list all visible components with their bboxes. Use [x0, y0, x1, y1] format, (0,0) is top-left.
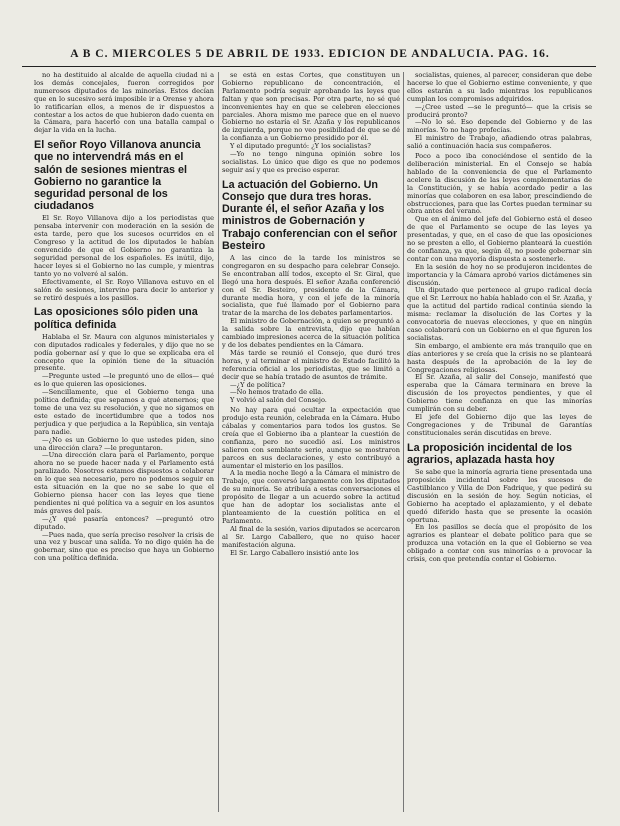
paragraph: Y el diputado preguntó: ¿Y los socialistas? [230, 142, 371, 151]
paragraph: El Sr. Royo Villanova dijo a los periodistas que pensaba intervenir con moderación en la sesión de esta tarde, pero que los sucesos ocurridos en el Congreso y la actitud de los diputados le habían convencido de que el Gobierno no garantiza la seguridad personal de los españoles. Es inútil, dijo, hacer leyes si el Gobierno no las cumple, y mientras tanto yo no volveré al salón. [34, 214, 214, 278]
page-header: A B C. MIERCOLES 5 DE ABRIL DE 1933. EDICION DE ANDALUCIA. PAG. 16. [70, 48, 550, 60]
paragraph: —Sencillamente, que el Gobierno tenga una política definida; que sepamos a qué atenernos; que tome de una vez su resolución, y que no sigamos en este estado de incertidumbre que a todos nos perjudica y que perjudica a la República, sin ventaja para nadie. [34, 388, 214, 436]
headline: Las oposiciones sólo piden una política definida [34, 306, 198, 331]
paragraph: El Sr. Largo Caballero insistió ante los [230, 548, 359, 557]
paragraph: —No hemos tratado de ella. [230, 388, 324, 397]
paragraph: A las cinco de la tarde los ministros se congregaron en su despacho para celebrar Consejo. Se encontraban allí todos, excepto el Sr. Giral, que llegó una hora después. El señor Azaña conferenció con el Sr. Besteiro, presidente de la Cámara, durante media hora, y con el jefe de la minoría socialista, que fué llamado por el Gobierno para tratar de la marcha de los debates parlamentarios. [222, 254, 400, 318]
paragraph: Hablaba el Sr. Maura con algunos ministeriales y con diputados radicales y federales, y dijo que no se podía gobernar así y que lo que se explicaba era el concepto que la opinión tiene de la situación presente. [34, 332, 214, 373]
headline: La proposición incidental de los agrarios, aplazada hasta hoy [407, 441, 572, 466]
paragraph: —Una dirección clara para el Parlamento, porque ahora no se puede hacer nada y el Parlamento está paralizado. Nosotros estamos dispuestos a colaborar en lo que sea necesario, pero no podemos seguir en esta situación en la que no se sabe lo que el Gobierno piensa hacer con las leyes que tiene pendientes ni qué política va a seguir en los asuntos más graves del país. [34, 451, 214, 515]
paragraph: El ministro de Trabajo, añadiendo otras palabras, salió a continuación hacia sus compañeros. [407, 134, 592, 151]
column-2 [222, 72, 400, 812]
paragraph: Más tarde se reunió el Consejo, que duró tres horas, y al terminar el ministro de Estado facilitó la referencia oficial a los periodistas, que se limitó a decir que se había tratado de asuntos de trámite. [222, 348, 400, 381]
paragraph: Se sabe que la minoría agraria tiene presentada una proposición incidental sobre los sucesos de Castilblanco y Villa de Don Fadrique, y que pedirá su discusión en la sesión de hoy. Según noticias, el Gobierno ha aceptado el aplazamiento, y el debate quedó diferido hasta que se presente la ocasión oportuna. [407, 468, 592, 524]
paragraph: A la media noche llegó a la Cámara el ministro de Trabajo, que conversó largamente con los diputados de su minoría. Se atribuía a estas conversaciones el propósito de llegar a un acuerdo sobre la actitud que han de adoptar los socialistas ante el planteamiento de la cuestión política en el Parlamento. [222, 469, 400, 525]
paragraph: Poco a poco iba conociéndose el sentido de la deliberación ministerial. En el Consejo se había hablado de la conveniencia de que el Parlamento acelere la discusión de las leyes complementarias de la Constitución, y se había acordado pedir a las minorías que colaboren en esa labor, prescindiendo de obstrucciones, para que las Cortes puedan terminar su obra antes del verano. [407, 152, 592, 216]
paragraph: No hay para qué ocultar la expectación que produjo esta reunión, celebrada en la Cámara. Hubo cábalas y comentarios para todos los gustos. Se creía que el Gobierno iba a plantear la cuestión de confianza, pero no sucedió así. Los ministros salieron con semblante serio, aunque se mostraron parcos en sus declaraciones, y esto contribuyó a aumentar el misterio en los pasillos. [222, 406, 400, 470]
paragraph: El ministro de Gobernación, a quien se preguntó a la salida sobre la entrevista, dijo que habían cambiado impresiones acerca de la situación política y de los debates pendientes en la Cámara. [222, 317, 400, 349]
column-3 [407, 72, 592, 812]
header-rule [22, 66, 596, 67]
paragraph: Sin embargo, el ambiente era más tranquilo que en días anteriores y se creía que la crisis no se planteará hasta después de la aprobación de la ley de Congregaciones religiosas. [407, 341, 592, 374]
paragraph: Al final de la sesión, varios diputados se acercaron al Sr. Largo Caballero, que no quiso hacer manifestación alguna. [222, 524, 400, 549]
column-divider [403, 72, 404, 812]
paragraph: —¿Y de política? [230, 380, 286, 389]
paragraph: Y volvió al salón del Consejo. [230, 396, 327, 405]
paragraph: —Pregunte usted —le preguntó uno de ellos— qué es lo que quieren las oposiciones. [34, 372, 214, 389]
paragraph: se está en estas Cortes, que constituyen un Gobierno republicano de concentración, el Parlamento podría seguir aprobando las leyes que faltan y que son precisas. Por otra parte, no sé qué inconvenientes hay en que se celebren elecciones parciales. Ahora mismo me parece que en el nuevo Gobierno no estaría el Sr. Azaña y los republicanos de izquierda, porque no veo posibilidad de que se dé la confianza a un Gobierno presidido por él. [222, 72, 400, 143]
paragraph: socialistas, quienes, al parecer, consideran que debe hacerse lo que el Gobierno estime conveniente, y que ellos estarán a su lado mientras los republicanos cumplan los compromisos adquiridos. [407, 72, 592, 103]
column-1 [34, 72, 214, 812]
paragraph: Un diputado que pertenece al grupo radical decía que el Sr. Lerroux no había hablado con el Sr. Azaña, y que la actitud del partido radical continúa siendo la misma: reclamar la disolución de las Cortes y la convocatoria de nuevas elecciones, y que en ningún caso colaborará con un Gobierno en el que figuren los socialistas. [407, 286, 592, 342]
paragraph: —¿Cree usted —se le preguntó— que la crisis se producirá pronto? [407, 102, 592, 119]
headline: La actuación del Gobierno. Un Consejo que dura tres horas. Durante él, el señor Azaña y los ministros de Gobernación y Trabajo conferencian con el señor Besteiro [222, 178, 398, 252]
paragraph: Que en el ánimo del jefe del Gobierno está el deseo de que el Parlamento se ocupe de las leyes ya presentadas, y que, en el caso de que las oposiciones no se presten a ello, el Gobierno planteará la cuestión de confianza, ya que, según él, no puede gobernar sin contar con una mayoría dispuesta a sostenerle. [407, 215, 592, 263]
paragraph: En la sesión de hoy no se produjeron incidentes de importancia y la Cámara aprobó varios dictámenes sin discusión. [407, 262, 592, 287]
paragraph: —Pues nada, que sería preciso resolver la crisis de una vez y buscar una salida. Yo no digo quién ha de gobernar, sino que es preciso que haya un Gobierno con una política definida. [34, 530, 214, 563]
paragraph: —Yo no tengo ninguna opinión sobre los socialistas. Lo único que digo es que no podemos seguir así y que es preciso esperar. [222, 150, 400, 174]
column-divider [218, 72, 219, 812]
paragraph: —No lo sé. Eso depende del Gobierno y de las minorías. Yo no hago profecías. [407, 118, 592, 135]
paragraph: —¿No es un Gobierno lo que ustedes piden, sino una dirección clara? —le preguntaron. [34, 435, 214, 452]
paragraph: Efectivamente, el Sr. Royo Villanova estuvo en el salón de sesiones, intervino para decir lo anterior y se retiró después a los pasillos. [34, 277, 214, 302]
paragraph: El jefe del Gobierno dijo que las leyes de Congregaciones y de Tribunal de Garantías constitucionales serán discutidas en breve. [407, 412, 592, 437]
paragraph: no ha destituido al alcalde de aquella ciudad ni a los demás concejales, fueron corregidos por numerosos diputados de las minorías. Estos decían que en lo sucesivo será imposible ir a Orense y ahora lo ratificarían ellos, a menos de ir dispuestos a contestar a los actos de que hubieron dado cuenta en la Cámara, para hacerlo con una batalla campal o dejar la vida en la lucha. [34, 72, 214, 135]
paragraph: —¿Y qué pasaría entonces? —preguntó otro diputado. [34, 514, 214, 531]
headline: El señor Royo Villanova anuncia que no intervendrá más en el salón de sesiones mientras el Gobierno no garantice la seguridad personal de los ciudadanos [34, 139, 201, 213]
paragraph: El Sr. Azaña, al salir del Consejo, manifestó que esperaba que la Cámara terminara en breve la discusión de los proyectos pendientes, y que el Gobierno tiene confianza en que las minorías cumplirán con su deber. [407, 373, 592, 414]
paragraph: En los pasillos se decía que el propósito de los agrarios es plantear el debate político para que se produzca una votación en la que el Gobierno se vea obligado a contar con sus minorías o a provocar la crisis, con que pretendía contar el Gobierno. [407, 523, 592, 564]
